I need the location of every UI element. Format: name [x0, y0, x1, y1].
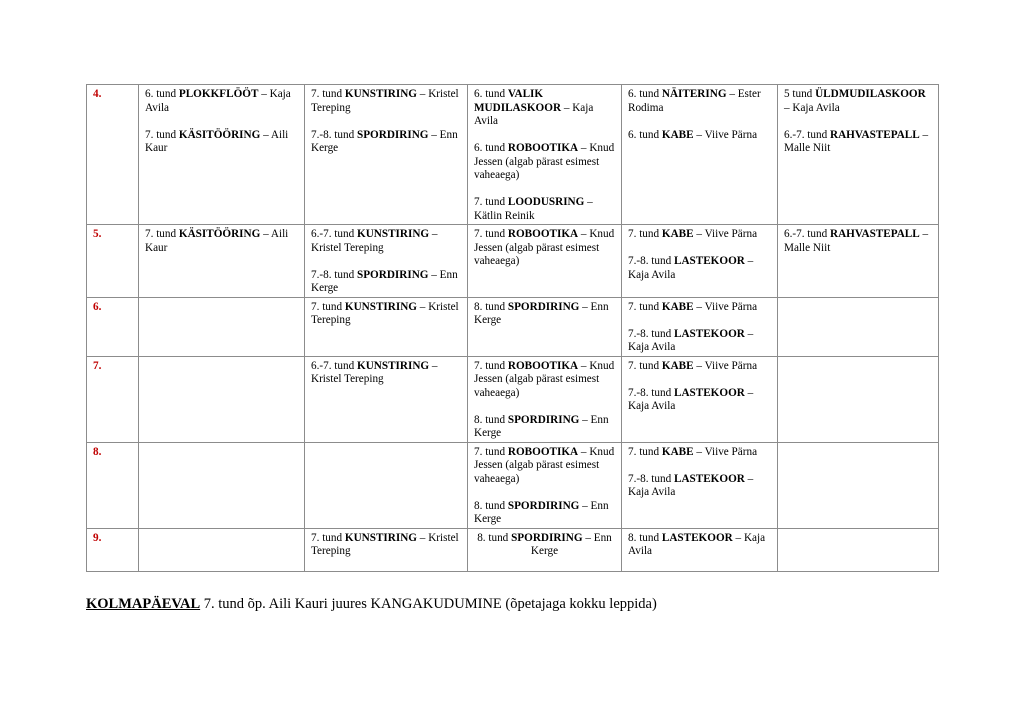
activity-entry [784, 88, 932, 115]
schedule-cell [139, 297, 305, 356]
activity-teacher: – Kaja Avila [784, 101, 840, 114]
activity-entry [311, 532, 461, 559]
schedule-cell [778, 297, 939, 356]
activity-time: 7. tund [145, 228, 179, 240]
grade-cell: 7. [87, 356, 139, 442]
activity-time: 8. tund [474, 499, 508, 512]
activity-entry [311, 88, 461, 115]
schedule-cell [622, 528, 778, 571]
footer-day: KOLMAPÄEVAL [86, 596, 201, 612]
schedule-cell [778, 442, 939, 528]
schedule-cell [139, 356, 305, 442]
activity-teacher: – Kaja Avila [628, 327, 754, 353]
schedule-cell [778, 85, 939, 225]
schedule-cell [305, 297, 468, 356]
schedule-cell [778, 225, 939, 298]
schedule-cell [778, 356, 939, 442]
activity-entry [474, 301, 615, 328]
activity-name: LASTEKOOR [674, 386, 745, 399]
activity-name: ROBOOTIKA [507, 445, 579, 458]
activity-time: 6. tund [474, 88, 508, 100]
activity-entry [311, 228, 461, 255]
table-row [87, 85, 939, 225]
activity-name: SPORDIRING [507, 499, 580, 512]
hobby-schedule-table [86, 84, 939, 572]
activity-time: 7.-8. tund [628, 255, 674, 267]
schedule-cell [139, 442, 305, 528]
activity-name: KÄSITÖÖRING [178, 128, 261, 141]
activity-entry [784, 228, 932, 255]
activity-entry [628, 255, 771, 282]
schedule-cell [139, 528, 305, 571]
activity-teacher: – Kaja Avila [628, 386, 754, 412]
table-row [87, 356, 939, 442]
activity-teacher: – Viive Pärna [693, 300, 758, 313]
activity-name: ÜLDMUDILASKOOR [815, 88, 926, 100]
activity-teacher: – Kaja Avila [628, 531, 766, 557]
activity-entry [145, 228, 298, 255]
activity-time: 6. tund [628, 88, 662, 100]
activity-time: 6. tund [474, 142, 508, 154]
grade-cell: 9. [87, 528, 139, 571]
activity-time: 7. tund [474, 445, 508, 458]
activity-time: 6. tund [628, 128, 662, 141]
activity-name: LOODUSRING [507, 196, 585, 208]
activity-entry [474, 142, 615, 183]
schedule-cell [305, 442, 468, 528]
activity-entry [628, 532, 771, 559]
activity-teacher: – Kristel Tereping [311, 228, 438, 254]
activity-teacher: – Kaja Avila [145, 88, 291, 114]
activity-entry [628, 301, 771, 315]
activity-entry [474, 500, 615, 527]
activity-teacher: – Knud Jessen (algab pärast esimest vaheaega) [474, 445, 615, 485]
activity-entry [311, 301, 461, 328]
schedule-cell [468, 85, 622, 225]
schedule-cell [139, 85, 305, 225]
activity-time: 7. tund [311, 531, 345, 544]
activity-entry [474, 360, 615, 401]
activity-time: 7. tund [474, 228, 508, 240]
activity-time: 7. tund [628, 228, 662, 240]
grade-cell: 8. [87, 442, 139, 528]
activity-time: 6.-7. tund [311, 359, 357, 372]
activity-entry [145, 129, 298, 156]
activity-name: KUNSTIRING [344, 88, 417, 100]
activity-entry [311, 129, 461, 156]
activity-teacher: – Aili Kaur [145, 228, 289, 254]
activity-time: 6. tund [145, 88, 179, 100]
table-row [87, 297, 939, 356]
schedule-body [87, 85, 939, 572]
activity-time: 5 tund [784, 88, 816, 100]
activity-name: KUNSTIRING [344, 300, 417, 313]
schedule-cell [139, 225, 305, 298]
activity-entry [474, 532, 615, 559]
activity-teacher: – Knud Jessen (algab pärast esimest vaheaega) [474, 142, 615, 181]
activity-entry [628, 387, 771, 414]
activity-name: KABE [661, 445, 694, 458]
activity-entry [628, 360, 771, 374]
activity-name: KABE [661, 359, 694, 372]
activity-name: LASTEKOOR [674, 327, 745, 340]
activity-name: SPORDIRING [507, 413, 580, 426]
activity-name: SPORDIRING [507, 300, 580, 313]
schedule-cell [468, 356, 622, 442]
activity-teacher: – Enn Kerge [530, 531, 612, 557]
activity-teacher: – Knud Jessen (algab pärast esimest vaheaega) [474, 359, 615, 399]
activity-time: 7.-8. tund [628, 327, 674, 340]
activity-time: 7. tund [474, 196, 508, 208]
activity-teacher: – Enn Kerge [474, 499, 609, 525]
activity-name: RAHVASTEPALL [830, 128, 920, 141]
activity-teacher: – Kristel Tereping [311, 531, 459, 557]
activity-entry [145, 88, 298, 115]
activity-teacher: – Enn Kerge [311, 128, 458, 154]
table-row [87, 225, 939, 298]
activity-time: 8. tund [477, 531, 512, 544]
activity-name: KABE [661, 228, 694, 240]
activity-teacher: – Kristel Tereping [311, 300, 459, 326]
activity-entry [628, 446, 771, 460]
schedule-cell [305, 225, 468, 298]
activity-teacher: – Kaja Avila [628, 255, 754, 281]
schedule-cell [305, 85, 468, 225]
footer-note [86, 596, 657, 613]
activity-entry [784, 129, 932, 156]
footer-text: 7. tund õp. Aili Kauri juures KANGAKUDUMINE (õpetajaga kokku leppida) [200, 596, 657, 612]
activity-entry [474, 228, 615, 269]
activity-name: ROBOOTIKA [507, 142, 579, 154]
activity-entry [311, 360, 461, 387]
activity-teacher: – Kätlin Reinik [474, 196, 593, 222]
activity-time: 7. tund [311, 88, 345, 100]
activity-teacher: – Viive Pärna [693, 228, 758, 240]
activity-name: PLOKKFLÖÖT [178, 88, 259, 100]
activity-teacher: – Malle Niit [784, 128, 929, 154]
schedule-cell [622, 225, 778, 298]
activity-entry [474, 414, 615, 441]
activity-name: LASTEKOOR [674, 255, 745, 267]
activity-entry [474, 88, 615, 129]
activity-teacher: – Aili Kaur [145, 128, 289, 154]
activity-time: 7. tund [145, 128, 179, 141]
activity-entry [628, 88, 771, 115]
activity-entry [628, 473, 771, 500]
activity-teacher: – Malle Niit [784, 228, 929, 254]
table-row [87, 528, 939, 571]
activity-name: KUNSTIRING [357, 228, 430, 240]
activity-name: KUNSTIRING [357, 359, 430, 372]
activity-time: 7.-8. tund [628, 386, 674, 399]
activity-name: SPORDIRING [357, 128, 429, 141]
activity-time: 7. tund [628, 300, 662, 313]
activity-teacher: – Ester Rodima [628, 88, 761, 114]
activity-name: VALIK MUDILASKOOR [474, 88, 562, 114]
schedule-cell [622, 356, 778, 442]
activity-entry [628, 228, 771, 242]
activity-time: 7.-8. tund [628, 472, 674, 485]
activity-time: 6.-7. tund [784, 228, 830, 240]
activity-name: ROBOOTIKA [507, 228, 579, 240]
schedule-cell [468, 442, 622, 528]
activity-time: 7. tund [474, 359, 508, 372]
activity-teacher: – Enn Kerge [474, 413, 609, 439]
activity-name: KÄSITÖÖRING [178, 228, 261, 240]
activity-teacher: – Kristel Tereping [311, 88, 459, 114]
schedule-cell [468, 528, 622, 571]
activity-name: KABE [661, 128, 694, 141]
activity-name: KUNSTIRING [344, 531, 417, 544]
schedule-cell [305, 528, 468, 571]
schedule-cell [305, 356, 468, 442]
activity-teacher: – Kristel Tereping [311, 359, 438, 385]
activity-teacher: – Knud Jessen (algab pärast esimest vaheaega) [474, 228, 615, 267]
activity-name: ROBOOTIKA [507, 359, 579, 372]
activity-name: NÄITERING [661, 88, 727, 100]
activity-time: 6.-7. tund [784, 128, 830, 141]
schedule-cell [622, 442, 778, 528]
activity-teacher: – Viive Pärna [693, 128, 758, 141]
schedule-cell [622, 85, 778, 225]
activity-entry [311, 269, 461, 296]
schedule-cell [468, 297, 622, 356]
activity-name: LASTEKOOR [674, 472, 745, 485]
activity-teacher: – Kaja Avila [628, 472, 754, 498]
activity-entry [628, 129, 771, 143]
activity-entry [474, 196, 615, 223]
activity-time: 8. tund [474, 300, 508, 313]
activity-teacher: – Enn Kerge [311, 268, 458, 294]
activity-teacher: – Kaja Avila [474, 101, 594, 127]
activity-entry [474, 446, 615, 487]
activity-teacher: – Viive Pärna [693, 359, 758, 372]
activity-name: KABE [661, 300, 694, 313]
table-row [87, 442, 939, 528]
grade-cell: 5. [87, 225, 139, 298]
activity-time: 7. tund [311, 300, 345, 313]
activity-entry [628, 328, 771, 355]
schedule-cell [468, 225, 622, 298]
activity-name: SPORDIRING [511, 531, 583, 544]
activity-teacher: – Viive Pärna [693, 445, 758, 458]
activity-time: 7.-8. tund [311, 128, 357, 141]
activity-time: 7.-8. tund [311, 268, 357, 281]
schedule-cell [778, 528, 939, 571]
activity-time: 7. tund [628, 445, 662, 458]
grade-cell: 6. [87, 297, 139, 356]
activity-teacher: – Enn Kerge [474, 300, 609, 326]
activity-time: 8. tund [474, 413, 508, 426]
activity-time: 7. tund [628, 359, 662, 372]
activity-time: 8. tund [628, 531, 662, 544]
activity-name: SPORDIRING [357, 268, 429, 281]
grade-cell: 4. [87, 85, 139, 225]
activity-name: LASTEKOOR [661, 531, 733, 544]
schedule-cell [622, 297, 778, 356]
activity-name: RAHVASTEPALL [830, 228, 920, 240]
activity-time: 6.-7. tund [311, 228, 357, 240]
